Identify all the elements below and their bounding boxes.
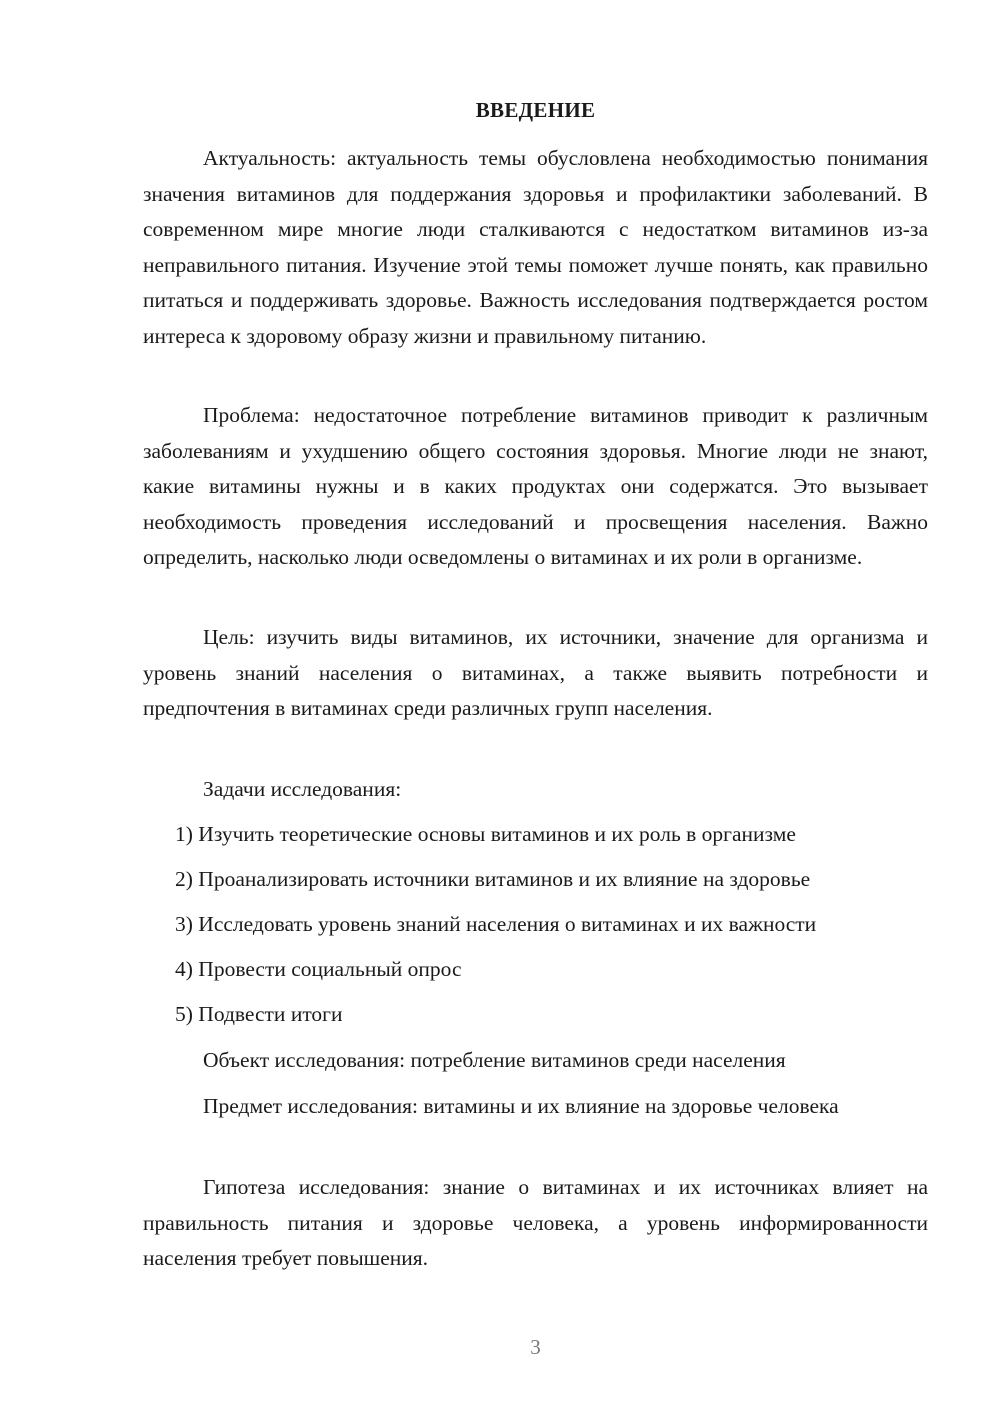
task-number: 1) — [175, 822, 193, 846]
task-number: 4) — [175, 957, 193, 981]
tasks-heading: Задачи исследования: — [203, 777, 402, 801]
task-item — [175, 817, 796, 853]
hypothesis-paragraph: Гипотеза исследования: знание о витаминах и их источниках влияет на правильность питания и здоровье человека, а уровень информированности населения требует повышения. — [143, 1175, 928, 1270]
task-text: Проанализировать источники витаминов и их влияние на здоровье — [198, 867, 811, 891]
page-title: ВВЕДЕНИЕ — [475, 98, 596, 122]
subject-paragraph: Предмет исследования: витамины и их влияние на здоровье человека — [203, 1094, 839, 1118]
task-text: Подвести итоги — [198, 1002, 343, 1026]
task-number: 5) — [175, 1002, 193, 1026]
problem-paragraph: Проблема: недостаточное потребление витаминов приводит к различным заболеваниям и ухудшению общего состояния здоровья. Многие люди не знают, какие витамины нужны и в каких продуктах они содержатся. Это вызывает необходимость проведения исследований и просвещения населения. Важно определить, насколько люди осведомлены о витаминах и их роли в организме. — [143, 403, 928, 569]
task-number: 3) — [175, 912, 193, 936]
object-paragraph: Объект исследования: потребление витаминов среди населения — [203, 1048, 786, 1072]
goal-paragraph: Цель: изучить виды витаминов, их источники, значение для организма и уровень знаний населения о витаминах, а также выявить потребности и предпочтения в витаминах среди различных групп населения. — [143, 625, 928, 720]
task-number: 2) — [175, 867, 193, 891]
task-text: Изучить теоретические основы витаминов и их роль в организме — [198, 822, 796, 846]
task-item — [175, 952, 461, 988]
task-item — [175, 907, 816, 943]
relevance-paragraph: Актуальность: актуальность темы обусловлена необходимостью понимания значения витаминов для поддержания здоровья и профилактики заболеваний. В современном мире многие люди сталкиваются с недостатком витаминов из-за неправильного питания. Изучение этой темы поможет лучше понять, как правильно питаться и поддерживать здоровье. Важность исследования подтверждается ростом интереса к здоровому образу жизни и правильному питанию. — [143, 146, 928, 348]
task-item — [175, 997, 343, 1033]
page-number: 3 — [530, 1335, 541, 1359]
task-text: Провести социальный опрос — [198, 957, 462, 981]
task-text: Исследовать уровень знаний населения о витаминах и их важности — [198, 912, 817, 936]
task-item — [175, 862, 810, 898]
